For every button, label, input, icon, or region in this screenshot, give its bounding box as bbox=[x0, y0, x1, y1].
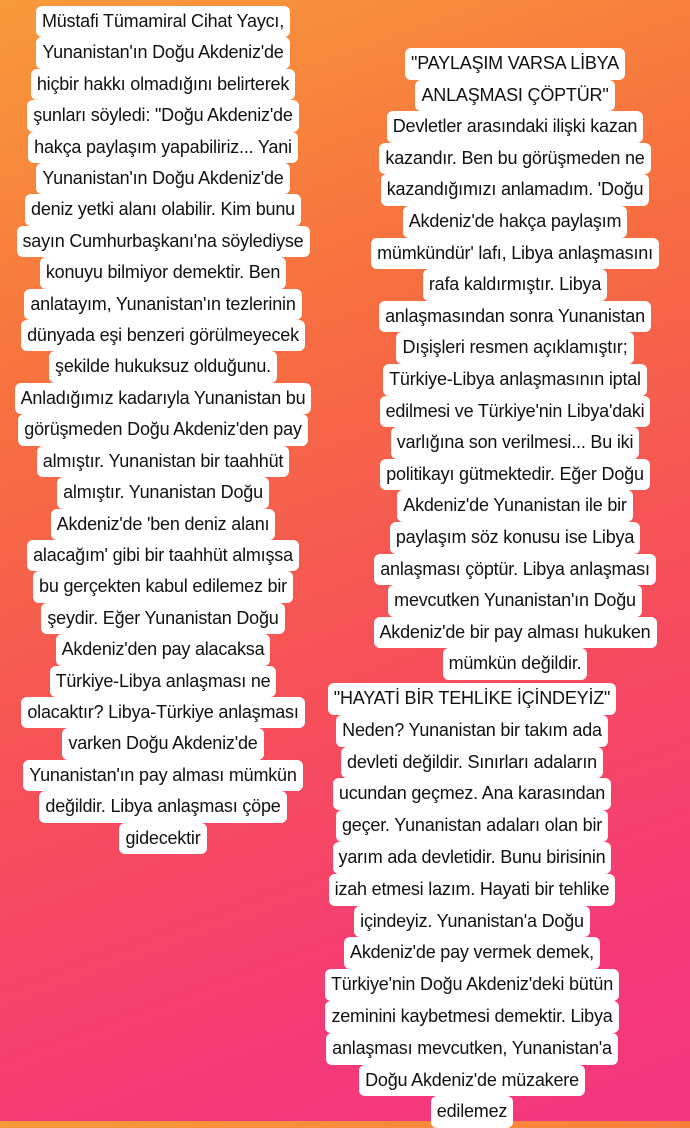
text-line: edilmesi ve Türkiye'nin Libya'daki bbox=[380, 396, 651, 428]
text-line: ucundan geçmez. Ana karasından bbox=[333, 778, 611, 810]
text-line: mevcutken Yunanistan'ın Doğu bbox=[388, 585, 642, 617]
text-line: Yunanistan'ın Doğu Akdeniz'de bbox=[36, 37, 289, 68]
text-line: rafa kaldırmıştır. Libya bbox=[423, 269, 607, 301]
text-line: "HAYATİ BİR TEHLİKE İÇİNDEYİZ" bbox=[328, 683, 617, 715]
text-line: konuyu bilmiyor demektir. Ben bbox=[40, 257, 286, 288]
text-line: politikayı gütmektedir. Eğer Doğu bbox=[380, 459, 650, 491]
text-line: şeydir. Eğer Yunanistan Doğu bbox=[41, 603, 284, 634]
text-line: Akdeniz'de bir pay alması hukuken bbox=[374, 617, 657, 649]
right-bottom-text-block bbox=[322, 683, 622, 1128]
text-line: Türkiye-Libya anlaşmasının iptal bbox=[383, 364, 647, 396]
text-line: Akdeniz'de hakça paylaşım bbox=[403, 206, 628, 238]
text-line: anlaşmasından sonra Yunanistan bbox=[379, 301, 651, 333]
text-line: varken Doğu Akdeniz'de bbox=[62, 728, 263, 759]
text-line: Türkiye-Libya anlaşması ne bbox=[50, 666, 277, 697]
text-line: anlatayım, Yunanistan'ın tezlerinin bbox=[24, 289, 301, 320]
text-line: almıştır. Yunanistan bir taahhüt bbox=[37, 446, 289, 477]
text-line: Devletler arasındaki ilişki kazan bbox=[387, 111, 644, 143]
text-line: hiçbir hakkı olmadığını belirterek bbox=[31, 69, 295, 100]
right-top-text-block bbox=[350, 48, 680, 680]
text-line: yarım ada devletidir. Bunu birisinin bbox=[333, 842, 612, 874]
text-line: Yunanistan'ın pay alması mümkün bbox=[23, 760, 302, 791]
text-line: mümkündür' lafı, Libya anlaşmasını bbox=[371, 238, 659, 270]
text-line: Türkiye'nin Doğu Akdeniz'deki bütün bbox=[325, 969, 619, 1001]
text-line: Yunanistan'ın Doğu Akdeniz'de bbox=[36, 163, 289, 194]
text-line: edilemez bbox=[431, 1096, 513, 1128]
text-line: görüşmeden Doğu Akdeniz'den pay bbox=[18, 414, 307, 445]
text-line: Akdeniz'de pay vermek demek, bbox=[344, 937, 600, 969]
text-line: "PAYLAŞIM VARSA LİBYA bbox=[405, 48, 625, 80]
text-line: şekilde hukuksuz olduğunu. bbox=[49, 351, 277, 382]
text-line: olacaktır? Libya-Türkiye anlaşması bbox=[21, 697, 304, 728]
text-line: Anladığımız kadarıyla Yunanistan bu bbox=[15, 383, 312, 414]
text-line: Neden? Yunanistan bir takım ada bbox=[336, 715, 608, 747]
text-line: almıştır. Yunanistan Doğu bbox=[57, 477, 269, 508]
text-line: Akdeniz'de Yunanistan ile bir bbox=[397, 490, 632, 522]
text-line: mümkün değildir. bbox=[443, 648, 588, 680]
text-line: anlaşması çöptür. Libya anlaşması bbox=[374, 554, 656, 586]
text-line: içindeyiz. Yunanistan'a Doğu bbox=[354, 906, 590, 938]
text-line: gidecektir bbox=[119, 823, 206, 854]
text-line: varlığına son verilmesi... Bu iki bbox=[391, 427, 640, 459]
text-line: deniz yetki alanı olabilir. Kim bunu bbox=[25, 194, 301, 225]
text-line: alacağım' gibi bir taahhüt almışsa bbox=[27, 540, 299, 571]
text-line: anlaşması mevcutken, Yunanistan'a bbox=[326, 1033, 618, 1065]
text-line: Dışişleri resmen açıklamıştır; bbox=[396, 332, 633, 364]
text-line: kazandığımızı anlamadım. 'Doğu bbox=[381, 174, 650, 206]
text-line: hakça paylaşım yapabiliriz... Yani bbox=[28, 132, 298, 163]
text-line: değildir. Libya anlaşması çöpe bbox=[39, 791, 286, 822]
text-line: paylaşım söz konusu ise Libya bbox=[390, 522, 640, 554]
text-line: zeminini kaybetmesi demektir. Libya bbox=[325, 1001, 618, 1033]
text-line: Akdeniz'den pay alacaksa bbox=[56, 634, 271, 665]
text-line: sayın Cumhurbaşkanı'na söylediyse bbox=[17, 226, 310, 257]
text-line: kazandır. Ben bu görüşmeden ne bbox=[379, 143, 650, 175]
text-line: Müstafi Tümamiral Cihat Yaycı, bbox=[36, 6, 290, 37]
text-line: dünyada eşi benzeri görülmeyecek bbox=[21, 320, 305, 351]
text-line: ANLAŞMASI ÇÖPTÜR" bbox=[415, 80, 614, 112]
left-text-block bbox=[8, 6, 318, 854]
text-line: devleti değildir. Sınırları adaların bbox=[341, 747, 603, 779]
text-line: bu gerçekten kabul edilemez bir bbox=[33, 571, 293, 602]
text-line: Akdeniz'de 'ben deniz alanı bbox=[51, 509, 276, 540]
text-line: geçer. Yunanistan adaları olan bir bbox=[336, 810, 608, 842]
text-line: Doğu Akdeniz'de müzakere bbox=[359, 1065, 585, 1097]
text-line: izah etmesi lazım. Hayati bir tehlike bbox=[329, 874, 616, 906]
text-line: şunları söyledi: "Doğu Akdeniz'de bbox=[27, 100, 298, 131]
